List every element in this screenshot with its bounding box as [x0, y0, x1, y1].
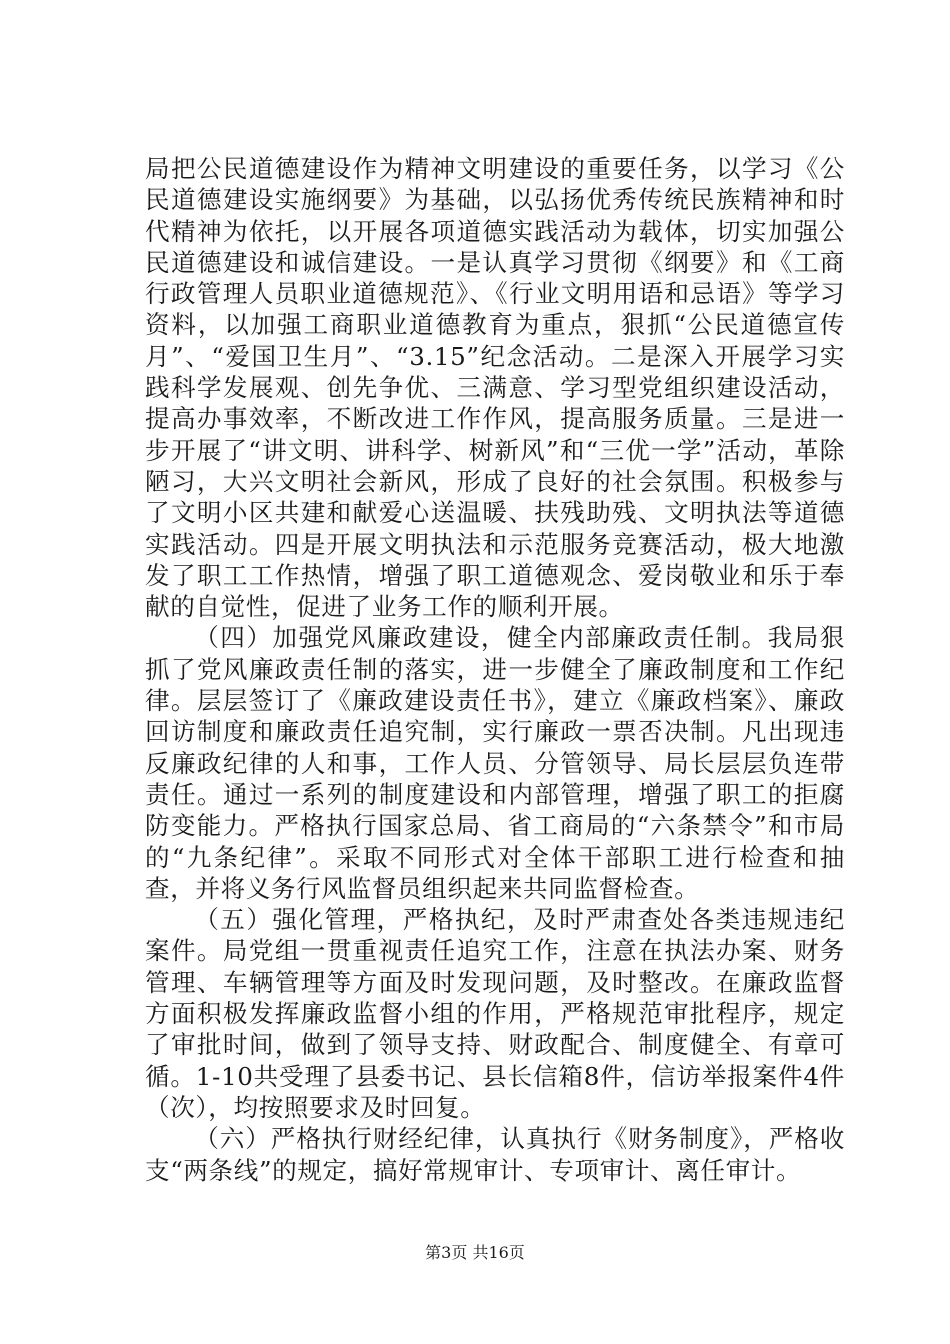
- paragraph-continuation: 局把公民道德建设作为精神文明建设的重要任务，以学习《公民道德建设实施纲要》为基础，以弘扬优秀传统民族精神和时代精神为依托，以开展各项道德实践活动为载体，切实加强公民道德建设和诚信建设。一是认真学习贯彻《纲要》和《工商行政管理人员职业道德规范》、《行业文明用语和忌语》等学习资料，以加强工商职业道德教育为重点，狠抓“公民道德宣传月”、“爱国卫生月”、“3.15”纪念活动。二是深入开展学习实践科学发展观、创先争优、三满意、学习型党组织建设活动，提高办事效率，不断改进工作作风，提高服务质量。三是进一步开展了“讲文明、讲科学、树新风”和“三优一学”活动，革除陋习，大兴文明社会新风，形成了良好的社会氛围。积极参与了文明小区共建和献爱心送温暖、扶残助残、文明执法等道德实践活动。四是开展文明执法和示范服务竞赛活动，极大地激发了职工工作热情，增强了职工道德观念、爱岗敬业和乐于奉献的自觉性，促进了业务工作的顺利开展。: [145, 154, 845, 622]
- paragraph-section-5: （五）强化管理，严格执纪，及时严肃查处各类违规违纪案件。局党组一贯重视责任追究工作，注意在执法办案、财务管理、车辆管理等方面及时发现问题，及时整改。在廉政监督方面积极发挥廉政监督小组的作用，严格规范审批程序，规定了审批时间，做到了领导支持、财政配合、制度健全、有章可循。1-10共受理了县委书记、县长信箱8件，信访举报案件4件（次），均按照要求及时回复。: [145, 905, 845, 1122]
- paragraph-section-6: （六）严格执行财经纪律，认真执行《财务制度》，严格收支“两条线”的规定，搞好常规审计、专项审计、离任审计。: [145, 1124, 845, 1185]
- document-body: [145, 153, 845, 1186]
- page-number-footer: 第3页 共16页: [425, 1243, 525, 1262]
- paragraph-section-4: （四）加强党风廉政建设，健全内部廉政责任制。我局狠抓了党风廉政责任制的落实，进一步健全了廉政制度和工作纪律。层层签订了《廉政建设责任书》，建立《廉政档案》、廉政回访制度和廉政责任追究制，实行廉政一票否决制。凡出现违反廉政纪律的人和事，工作人员、分管领导、局长层层负连带责任。通过一系列的制度建设和内部管理，增强了职工的拒腐防变能力。严格执行国家总局、省工商局的“六条禁令”和市局的“九条纪律”。采取不同形式对全体干部职工进行检查和抽查，并将义务行风监督员组织起来共同监督检查。: [145, 623, 845, 903]
